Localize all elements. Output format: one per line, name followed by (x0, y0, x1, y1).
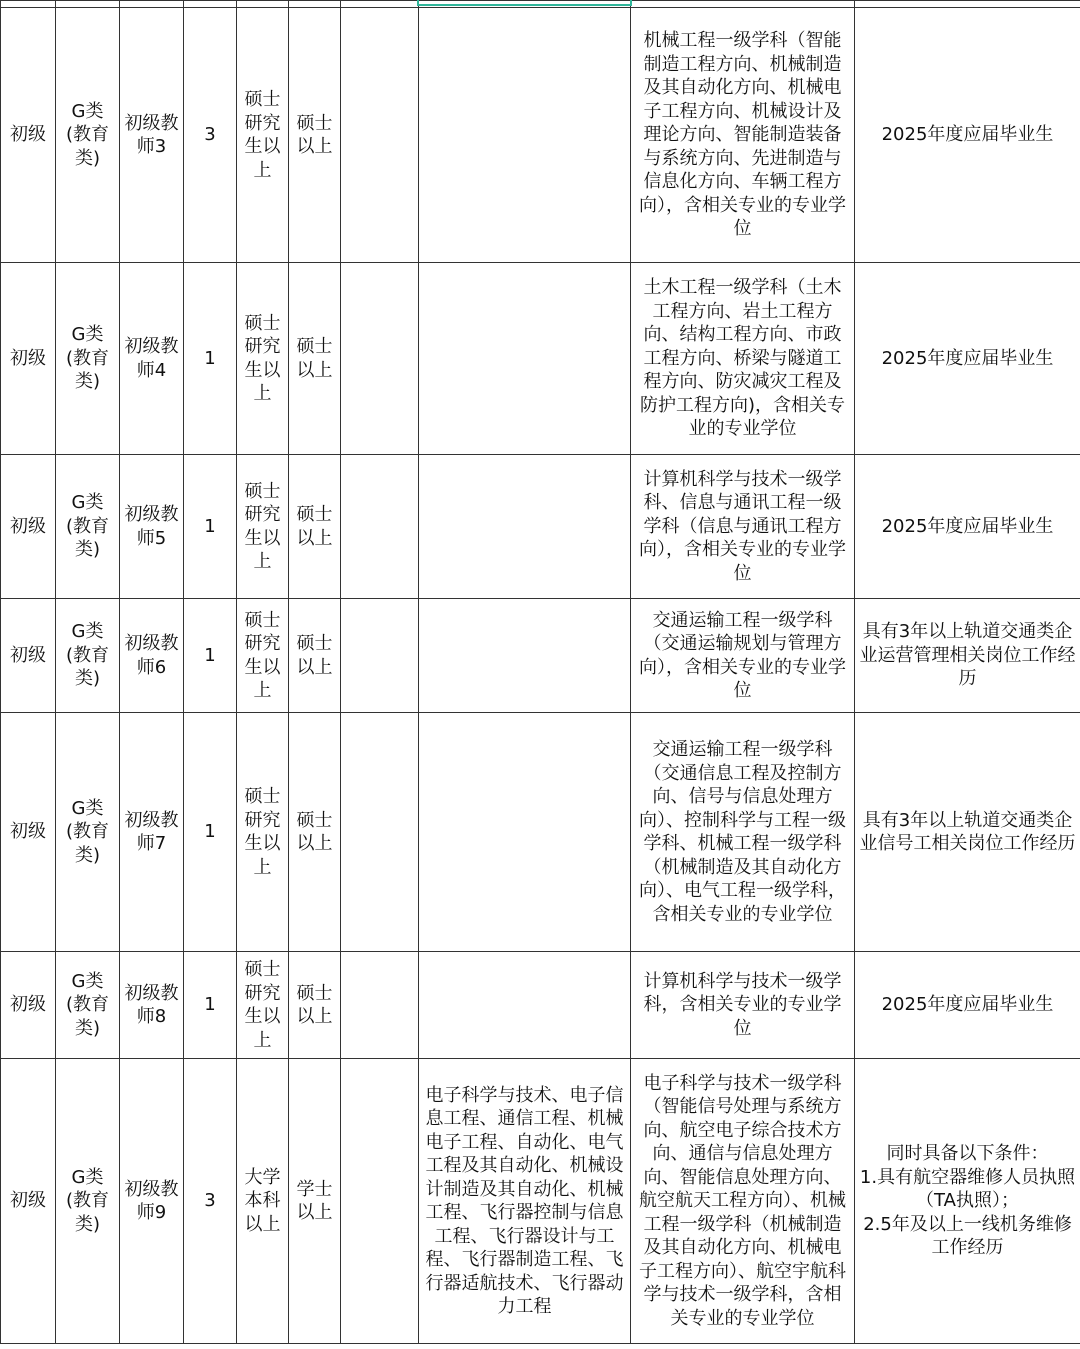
level-cell: 初级 (1, 263, 56, 455)
table-row (1, 952, 1080, 1059)
empty-cell (341, 1059, 419, 1344)
education-cell: 硕士研究生以上 (237, 263, 289, 455)
cell (289, 1, 341, 8)
cell (56, 1, 120, 8)
grad-major-cell: 电子科学与技术一级学科（智能信号处理与系统方向、航空电子综合技术方向、通信与信息处理方向、智能信息处理方向、航空航天工程方向）、机械工程一级学科（机械制造及其自动化方向、机械电子工程方向）、航空宇航科学与技术一级学科，含相关专业的专业学位 (631, 1059, 855, 1344)
table-row (1, 599, 1080, 713)
education-cell: 硕士研究生以上 (237, 952, 289, 1059)
category-cell: G类(教育类) (56, 263, 120, 455)
grad-major-cell: 计算机科学与技术一级学科、信息与通讯工程一级学科（信息与通讯工程方向），含相关专业的专业学位 (631, 455, 855, 599)
count-cell: 3 (184, 1059, 237, 1344)
table-row (1, 8, 1080, 263)
undergrad-major-cell (419, 599, 631, 713)
cell (341, 1, 419, 8)
education-cell: 大学本科以上 (237, 1059, 289, 1344)
count-cell: 1 (184, 952, 237, 1059)
category-cell: G类(教育类) (56, 455, 120, 599)
category-cell: G类(教育类) (56, 713, 120, 952)
table-row (1, 455, 1080, 599)
position-cell: 初级教师6 (120, 599, 184, 713)
degree-cell: 硕士以上 (289, 455, 341, 599)
education-cell: 硕士研究生以上 (237, 599, 289, 713)
degree-cell: 硕士以上 (289, 8, 341, 263)
degree-cell: 硕士以上 (289, 952, 341, 1059)
cell (855, 1, 1080, 8)
count-cell: 1 (184, 599, 237, 713)
undergrad-major-cell (419, 263, 631, 455)
level-cell: 初级 (1, 713, 56, 952)
cell (237, 1, 289, 8)
level-cell: 初级 (1, 8, 56, 263)
table-row (1, 713, 1080, 952)
grad-major-cell: 计算机科学与技术一级学科，含相关专业的专业学位 (631, 952, 855, 1059)
undergrad-major-cell: 电子科学与技术、电子信息工程、通信工程、机械电子工程、自动化、电气工程及其自动化、机械设计制造及其自动化、机械工程、飞行器控制与信息工程、飞行器设计与工程、飞行器制造工程、飞行器适航技术、飞行器动力工程 (419, 1059, 631, 1344)
undergrad-major-cell (419, 455, 631, 599)
degree-cell: 硕士以上 (289, 713, 341, 952)
cell (1, 1, 56, 8)
cell (184, 1, 237, 8)
grad-major-cell: 交通运输工程一级学科（交通运输规划与管理方向），含相关专业的专业学位 (631, 599, 855, 713)
table-row (1, 263, 1080, 455)
count-cell: 1 (184, 263, 237, 455)
position-cell: 初级教师5 (120, 455, 184, 599)
other-cell: 2025年度应届毕业生 (855, 8, 1080, 263)
other-cell: 具有3年以上轨道交通类企业运营管理相关岗位工作经历 (855, 599, 1080, 713)
count-cell: 1 (184, 455, 237, 599)
empty-cell (341, 599, 419, 713)
empty-cell (341, 713, 419, 952)
undergrad-major-cell (419, 713, 631, 952)
level-cell: 初级 (1, 599, 56, 713)
other-cell: 2025年度应届毕业生 (855, 952, 1080, 1059)
undergrad-major-cell (419, 8, 631, 263)
category-cell: G类(教育类) (56, 952, 120, 1059)
empty-cell (341, 263, 419, 455)
degree-cell: 硕士以上 (289, 599, 341, 713)
count-cell: 3 (184, 8, 237, 263)
empty-cell (341, 455, 419, 599)
degree-cell: 学士以上 (289, 1059, 341, 1344)
empty-cell (341, 952, 419, 1059)
level-cell: 初级 (1, 952, 56, 1059)
count-cell: 1 (184, 713, 237, 952)
other-cell: 具有3年以上轨道交通类企业信号工相关岗位工作经历 (855, 713, 1080, 952)
grad-major-cell: 机械工程一级学科（智能制造工程方向、机械制造及其自动化方向、机械电子工程方向、机械设计及理论方向、智能制造装备与系统方向、先进制造与信息化方向、车辆工程方向），含相关专业的专业学位 (631, 8, 855, 263)
position-cell: 初级教师9 (120, 1059, 184, 1344)
category-cell: G类(教育类) (56, 599, 120, 713)
degree-cell: 硕士以上 (289, 263, 341, 455)
grad-major-cell: 土木工程一级学科（土木工程方向、岩土工程方向、结构工程方向、市政工程方向、桥梁与隧道工程方向、防灾减灾工程及防护工程方向)，含相关专业的专业学位 (631, 263, 855, 455)
category-cell: G类(教育类) (56, 1059, 120, 1344)
education-cell: 硕士研究生以上 (237, 713, 289, 952)
other-cell: 2025年度应届毕业生 (855, 455, 1080, 599)
selection-highlight (417, 0, 632, 6)
other-cell: 同时具备以下条件： 1.具有航空器维修人员执照（TA执照）； 2.5年及以上一线机务维修工作经历 (855, 1059, 1080, 1344)
undergrad-major-cell (419, 952, 631, 1059)
position-cell: 初级教师8 (120, 952, 184, 1059)
position-cell: 初级教师3 (120, 8, 184, 263)
position-cell: 初级教师7 (120, 713, 184, 952)
empty-cell (341, 8, 419, 263)
position-cell: 初级教师4 (120, 263, 184, 455)
level-cell: 初级 (1, 455, 56, 599)
cell (631, 1, 855, 8)
grad-major-cell: 交通运输工程一级学科（交通信息工程及控制方向、信号与信息处理方向）、控制科学与工程一级学科、机械工程一级学科（机械制造及其自动化方向）、电气工程一级学科，含相关专业的专业学位 (631, 713, 855, 952)
table-row (1, 1059, 1080, 1344)
category-cell: G类(教育类) (56, 8, 120, 263)
education-cell: 硕士研究生以上 (237, 455, 289, 599)
cell (120, 1, 184, 8)
education-cell: 硕士研究生以上 (237, 8, 289, 263)
level-cell: 初级 (1, 1059, 56, 1344)
other-cell: 2025年度应届毕业生 (855, 263, 1080, 455)
